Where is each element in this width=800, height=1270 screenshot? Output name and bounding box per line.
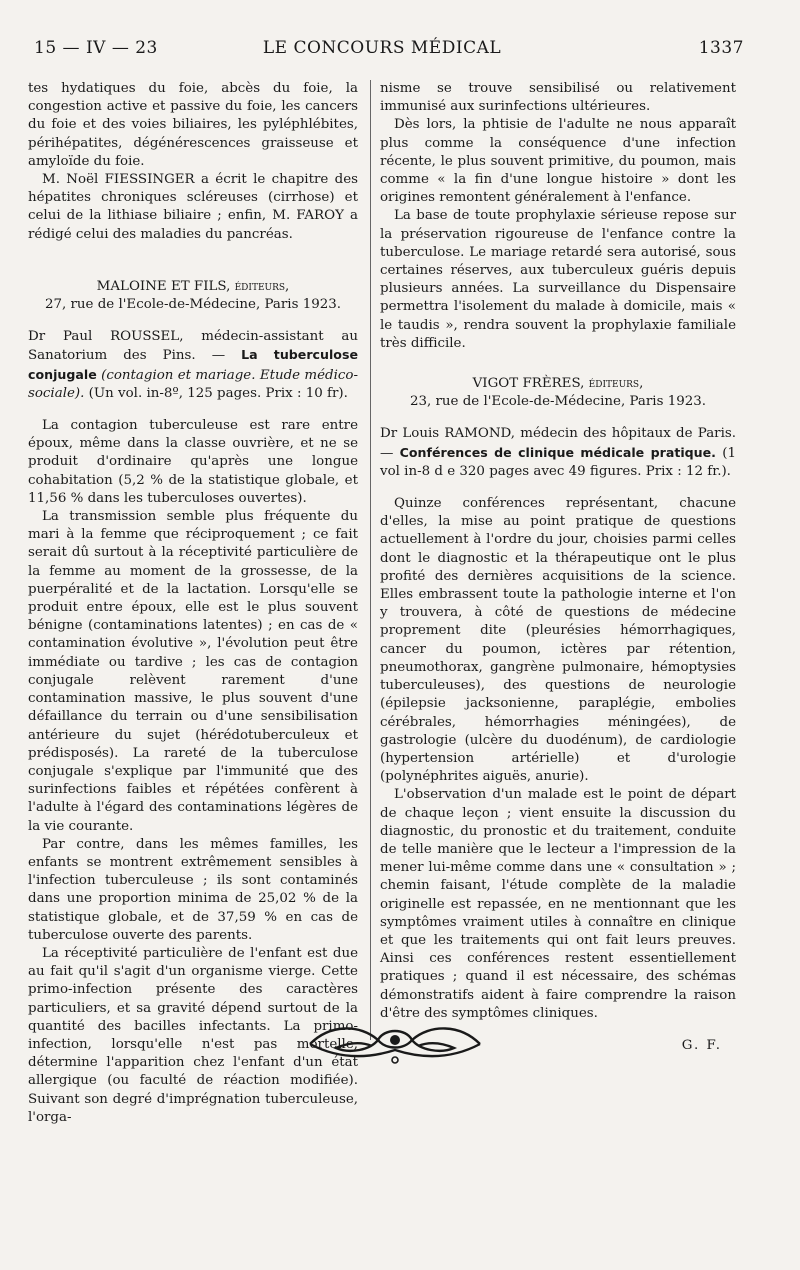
journal-title: LE CONCOURS MÉDICAL: [262, 38, 502, 58]
book-author: Dr Paul ROUSSEL, médecin-assistant au Sanatorium des Pins. —: [28, 329, 358, 364]
paragraph: Quinze conférences représentant, chacune d'elles, la mise au point pratique de questions actuellement à l'ordre du jour, choisies parmi celles dont le diagnostic et la thérapeutique ont le plus profité des dernières acquisitions de la science. Elles embrassent toute la pathologie interne et l'on y trouvera, à côté de questions de médecine proprement dite (pleurésies hémorrhagiques, cancer du poumon, ictères par rétention, pneumothorax, gangrène pulmonaire, hémoptysies tuberculeuses), des questions de neurologie (épilepsie jacksonienne, paraplégie, embolies cérébrales, hémorrhagies méningées), de gastrologie (ulcère du duodénum), de cardiologie (hypertension artérielle) et d'urologie (polynéphrites aiguës, anurie).: [380, 496, 736, 785]
book-title: La tuberculose conjugale: [28, 347, 358, 382]
book-title: Conférences de clinique médicale pratique.: [399, 444, 716, 460]
book-author: Dr Louis RAMOND, médecin des hôpitaux de Paris. —: [380, 426, 736, 461]
publisher-name: VIGOT FRÈRES, éditeurs,: [472, 376, 644, 392]
column-divider: [370, 80, 371, 1040]
paragraph: nisme se trouve sensibilisé ou relativement immunisé aux surinfections ultérieures.: [380, 81, 736, 115]
publisher-name: MALOINE ET FILS, éditeurs,: [96, 278, 290, 294]
paragraph: L'observation d'un malade est le point de départ de chaque leçon ; vient ensuite la discussion du diagnostic, du pronostic et du traitement, conduite de telle manière que le lecteur a l'impression de la mener lui-même comme dans une « consultation » ; chemin faisant, l'étude complète de la maladie originelle est repassée, en ne mentionnant que les symptômes vraiment utiles à connaître en clinique et que les traitements qui ont fait leurs preuves. Ainsi ces conférences restent essentiellement pratiques ; quand il est nécessaire, des schémas démonstratifs aident à faire comprendre la raison d'être des symptômes cliniques.: [380, 787, 736, 1021]
paragraph: La base de toute prophylaxie sérieuse repose sur la préservation rigoureuse de l'enfance contre la tuberculose. Le mariage retardé sera autorisé, sous certaines réserves, aux tuberculeux guéris depuis plusieurs années. La surveillance du Dispensaire permettra l'isolement du malade à domicile, mais « le taudis », rendra souvent la prophylaxie familiale très difficile.: [380, 208, 736, 351]
issue-date: 15 — IV — 23: [34, 38, 158, 58]
publisher-address: 27, rue de l'Ecole-de-Médecine, Paris 1923.: [44, 297, 342, 313]
paragraph: La contagion tuberculeuse est rare entre époux, même dans la classe ouvrière, et ne se produit d'ordinaire qu'après une longue cohabitation (5,2 % de la statistique globale, et 11,56 % dans les tuberculoses ouvertes).: [28, 418, 358, 506]
paragraph: Par contre, dans les mêmes familles, les enfants se montrent extrêmement sensibles à l'infection tuberculeuse ; ils sont contaminés dans une proportion minima de 25,02 % de la statistique globale, et de 37,59 % en cas de tuberculose ouverte des parents.: [28, 836, 358, 943]
paragraph: La transmission semble plus fréquente du mari à la femme que réciproquement ; ce fait serait dû surtout à la réceptivité particulière de la femme au moment de la grossesse, de la puerpéralité et de la lactation. Lorsqu'elle se produit entre époux, elle est le plus souvent bénigne (contaminations latentes) ; en cas de « contamination évolutive », l'évolution peut être immédiate ou tardive ; les cas de contagion conjugale relèvent rarement d'une contamination massive, le plus souvent d'une défaillance du terrain ou d'une sensibilisation antérieure du sujet (hérédotuberculeux et prédisposés). La rareté de la tuberculose conjugale s'explique par l'immunité que des surinfections faibles et répétées confèrent à l'adulte à l'égard des contaminations légères de la vie courante.: [28, 509, 358, 834]
page-number: 1337: [698, 38, 744, 58]
ornament-icon: [300, 1020, 490, 1066]
left-column: [28, 80, 358, 1127]
book-details: (Un vol. in-8º, 125 pages. Prix : 10 fr).: [88, 385, 348, 401]
paragraph: M. Noël FIESSINGER a écrit le chapitre des hépatites chroniques scléreuses (cirrhose) et celui de la lithiase biliaire ; enfin, M. FAROY a rédigé celui des maladies du pancréas.: [28, 172, 358, 242]
book-reference: [28, 328, 358, 403]
paragraph: tes hydatiques du foie, abcès du foie, la congestion active et passive du foie, les cancers du foie et des voies biliaires, les pyléphlébites, périhépatites, dégénérescences graisseuse et amyloïde du foie.: [28, 81, 358, 169]
right-column: [380, 80, 736, 1055]
book-subtitle: (contagion et mariage. Etude médico-sociale).: [28, 367, 358, 401]
book-details: (1 vol in-8 d e 320 pages avec 49 figures. Prix : 12 fr.).: [380, 445, 736, 479]
paragraph: La réceptivité particulière de l'enfant est due au fait qu'il s'agit d'un organisme vierge. Cette primo-infection présente des caractères particuliers, et sa gravité dépend surtout de la quantité des bacilles infectants. La primo-infection, lorsqu'elle n'est pas mortelle, détermine l'apparition chez l'enfant d'un état allergique (ou faculté de réaction modifiée). Suivant son degré d'imprégnation tuberculeuse, l'orga-: [28, 945, 358, 1125]
page-header: [34, 38, 744, 62]
publisher-address: 23, rue de l'Ecole-de-Médecine, Paris 1923.: [409, 394, 707, 410]
book-reference: [380, 425, 736, 481]
paragraph: Dès lors, la phtisie de l'adulte ne nous apparaît plus comme la conséquence d'une infection récente, le plus souvent primitive, du poumon, mais comme « la fin d'une longue histoire » dont les origines remontent généralement à l'enfance.: [380, 117, 736, 206]
signature: G. F.: [681, 1037, 722, 1053]
